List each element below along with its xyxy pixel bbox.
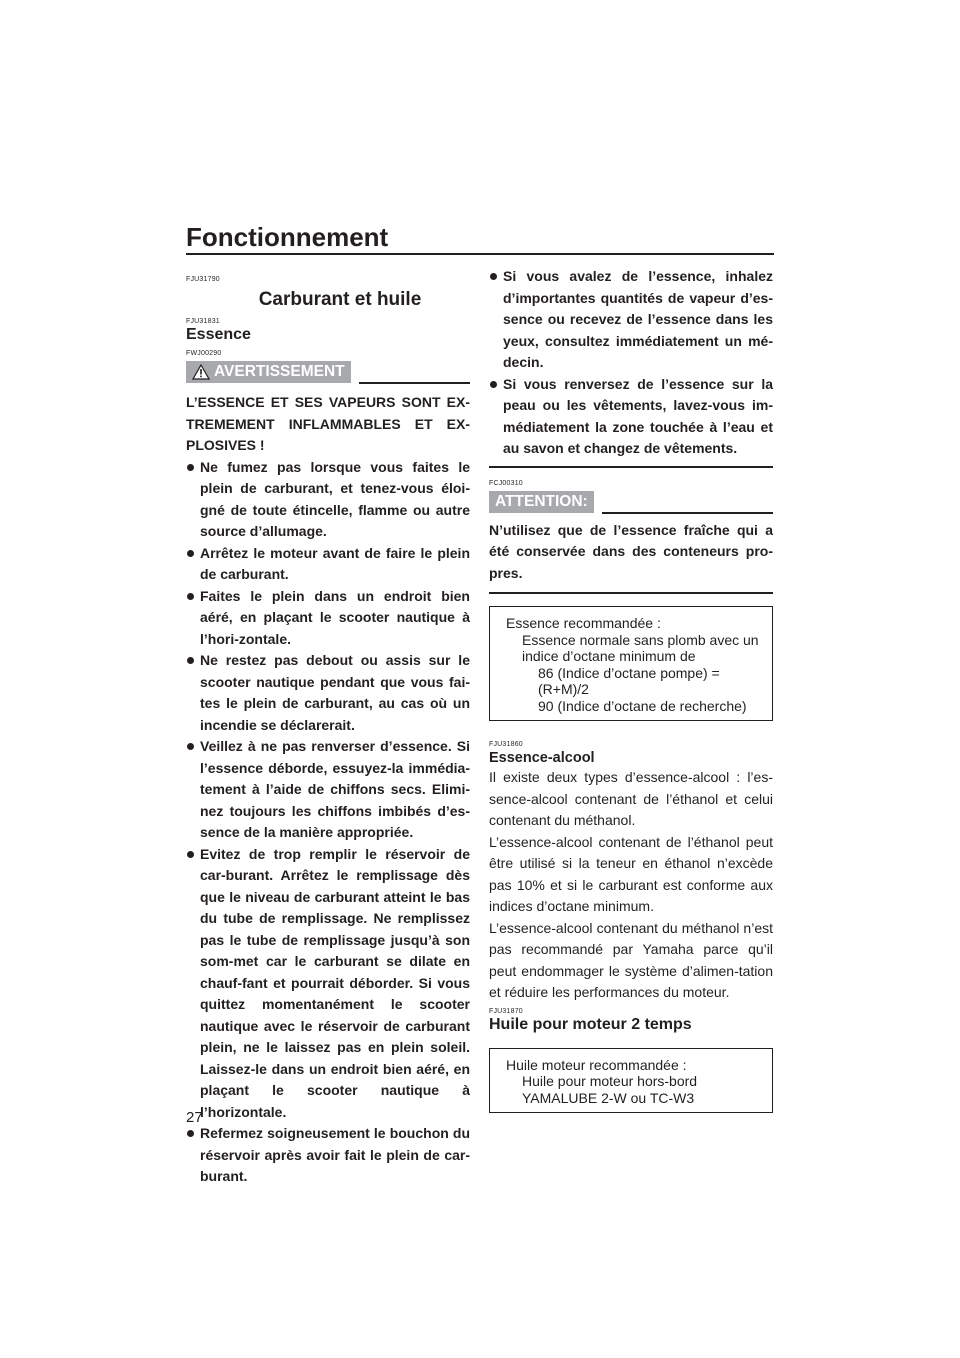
alcohol-paragraph: Il existe deux types d’essence-alcool : l’es-sence-alcool contenant de l’éthanol et celui contenant du méthanol.: [489, 769, 773, 828]
ref-code: FJU31831: [186, 318, 220, 325]
right-column: [489, 262, 773, 1113]
oil-spec-heading: Huile moteur recommandée :: [506, 1056, 687, 1073]
warning-list: [186, 457, 470, 1188]
warning-intro: L’ESSENCE ET SES VAPEURS SONT EX-TREMEMENT INFLAMMABLES ET EX-PLOSIVES !: [186, 394, 470, 453]
page-number: 27: [186, 1109, 203, 1126]
warning-header: [186, 360, 470, 384]
list-item-text: Faites le plein dans un endroit bien aéré, en plaçant le scooter nautique à l’hori-zontale.: [200, 587, 470, 647]
oil-spec-type: Huile pour moteur hors-bord: [522, 1073, 698, 1089]
list-item-text: Veillez à ne pas renverser d’essence. Si l’essence déborde, essuyez-la immédia-tement à l’aide de chiffons secs. Elimi-nez toujours les chiffons imbibés d’es-sence de la manière appropriée.: [200, 738, 470, 840]
page-header-title: Fonctionnement: [186, 222, 389, 252]
alcohol-title: Essence-alcool: [489, 750, 595, 766]
attention-badge: [489, 491, 594, 513]
alcohol-paragraph: L’essence-alcool contenant du méthanol n’est pas recommandé par Yamaha parce qu’il peut endommager le système d’alimen-tation et réduire les performances du moteur.: [489, 919, 773, 1000]
ref-code: FJU31870: [489, 1007, 523, 1015]
oil-title: Huile pour moteur 2 temps: [489, 1015, 692, 1033]
list-item: [186, 586, 470, 651]
list-item: [186, 543, 470, 586]
header-rule: [186, 253, 774, 255]
list-item-text: Ne fumez pas lorsque vous faites le plein de carburant, et tenez-vous éloi-gné de toute étincelle, flamme ou autre source d’allumage.: [200, 458, 470, 539]
warning-badge: [186, 361, 351, 383]
list-item: [186, 457, 470, 543]
fuel-spec-ron: 90 (Indice d’octane de recherche): [538, 697, 747, 714]
list-item-text: Ne restez pas debout ou assis sur le scooter nautique pendant que vous fai-tes le plein de carburant, au cas où un incendie se déclarerait.: [200, 652, 470, 733]
list-item-text: Si vous avalez de l’essence, inhalez d’importantes quantités de vapeur d’es-sence ou recevez de l’essence dans les yeux, consultez immédiatement un mé-decin.: [503, 268, 773, 370]
section-title: Carburant et huile: [258, 289, 422, 310]
alcohol-paragraph: L’essence-alcool contenant de l’éthanol peut être utilisé si la teneur en éthanol n’excède pas 10% et si le carburant est conforme aux indices d’octane minimum.: [489, 833, 773, 914]
ref-code: FWJ00290: [186, 350, 222, 357]
fuel-spec-pon: 86 (Indice d’octane pompe) = (R+M)/2: [538, 664, 720, 697]
warning-rule: [359, 360, 470, 384]
bullet-icon: [187, 593, 194, 600]
ref-code: FCJ00310: [489, 479, 523, 487]
list-item: [186, 736, 470, 844]
list-item: [186, 1123, 470, 1188]
list-item-text: Refermez soigneusement le bouchon du réservoir après avoir fait le plein de car-burant.: [200, 1125, 470, 1184]
list-item-text: Evitez de trop remplir le réservoir de car-burant. Arrêtez le remplissage dès que le niveau de carburant atteint le bas du tube de remplissage. Ne remplissez pas le tube de remplissage jusqu’à son som-met car le carburant se dilate en chauf-fant et pourrait déborder. Si vous quittez momentanément le scooter nautique avec le réservoir de carburant plein, ne le laissez pas en plein soleil. Laissez-le dans un endroit bien aéré, en plaçant le scooter nautique à l’horizontale.: [200, 845, 470, 1120]
list-item-text: Si vous renversez de l’essence sur la peau ou les vêtements, lavez-vous im-médiatement la zone touchée à l’eau et au savon et changez de vêtements.: [503, 375, 773, 456]
fuel-spec-type: Essence normale sans plomb avec un indice d’octane minimum de: [522, 631, 759, 664]
fuel-spec-box: [489, 606, 773, 721]
attention-label: ATTENTION:: [495, 492, 588, 510]
list-item: [186, 844, 470, 1124]
warning-continuation: [489, 266, 773, 468]
attention-header: [489, 490, 773, 514]
list-item: [186, 650, 470, 736]
bullet-icon: [187, 851, 194, 858]
oil-spec-box: [489, 1048, 773, 1114]
attention-text: N’utilisez que de l’essence fraîche qui a été conservée dans des conteneurs pro-pres.: [489, 521, 773, 581]
fuel-spec-heading: Essence recommandée :: [506, 615, 661, 631]
ref-code: FJU31860: [489, 741, 523, 748]
list-item: [489, 374, 773, 460]
subsection-title: Essence: [186, 326, 251, 343]
bullet-icon: [490, 381, 497, 388]
warning-label: AVERTISSEMENT: [214, 363, 345, 380]
list-item-text: Arrêtez le moteur avant de faire le plein de carburant.: [200, 544, 470, 582]
oil-spec-brand: YAMALUBE 2-W ou TC-W3: [522, 1089, 695, 1106]
warning-triangle-icon: [192, 364, 210, 380]
bullet-icon: [490, 273, 497, 280]
attention-rule: [602, 490, 773, 514]
attention-body: [489, 520, 773, 595]
bullet-icon: [187, 550, 194, 557]
left-column: [186, 262, 470, 1188]
ref-code: FJU31790: [186, 276, 220, 283]
bullet-icon: [187, 743, 194, 750]
bullet-icon: [187, 657, 194, 664]
bullet-icon: [187, 464, 194, 471]
bullet-icon: [187, 1130, 194, 1137]
list-item: [489, 266, 773, 374]
warning-list-cont: [489, 266, 773, 460]
